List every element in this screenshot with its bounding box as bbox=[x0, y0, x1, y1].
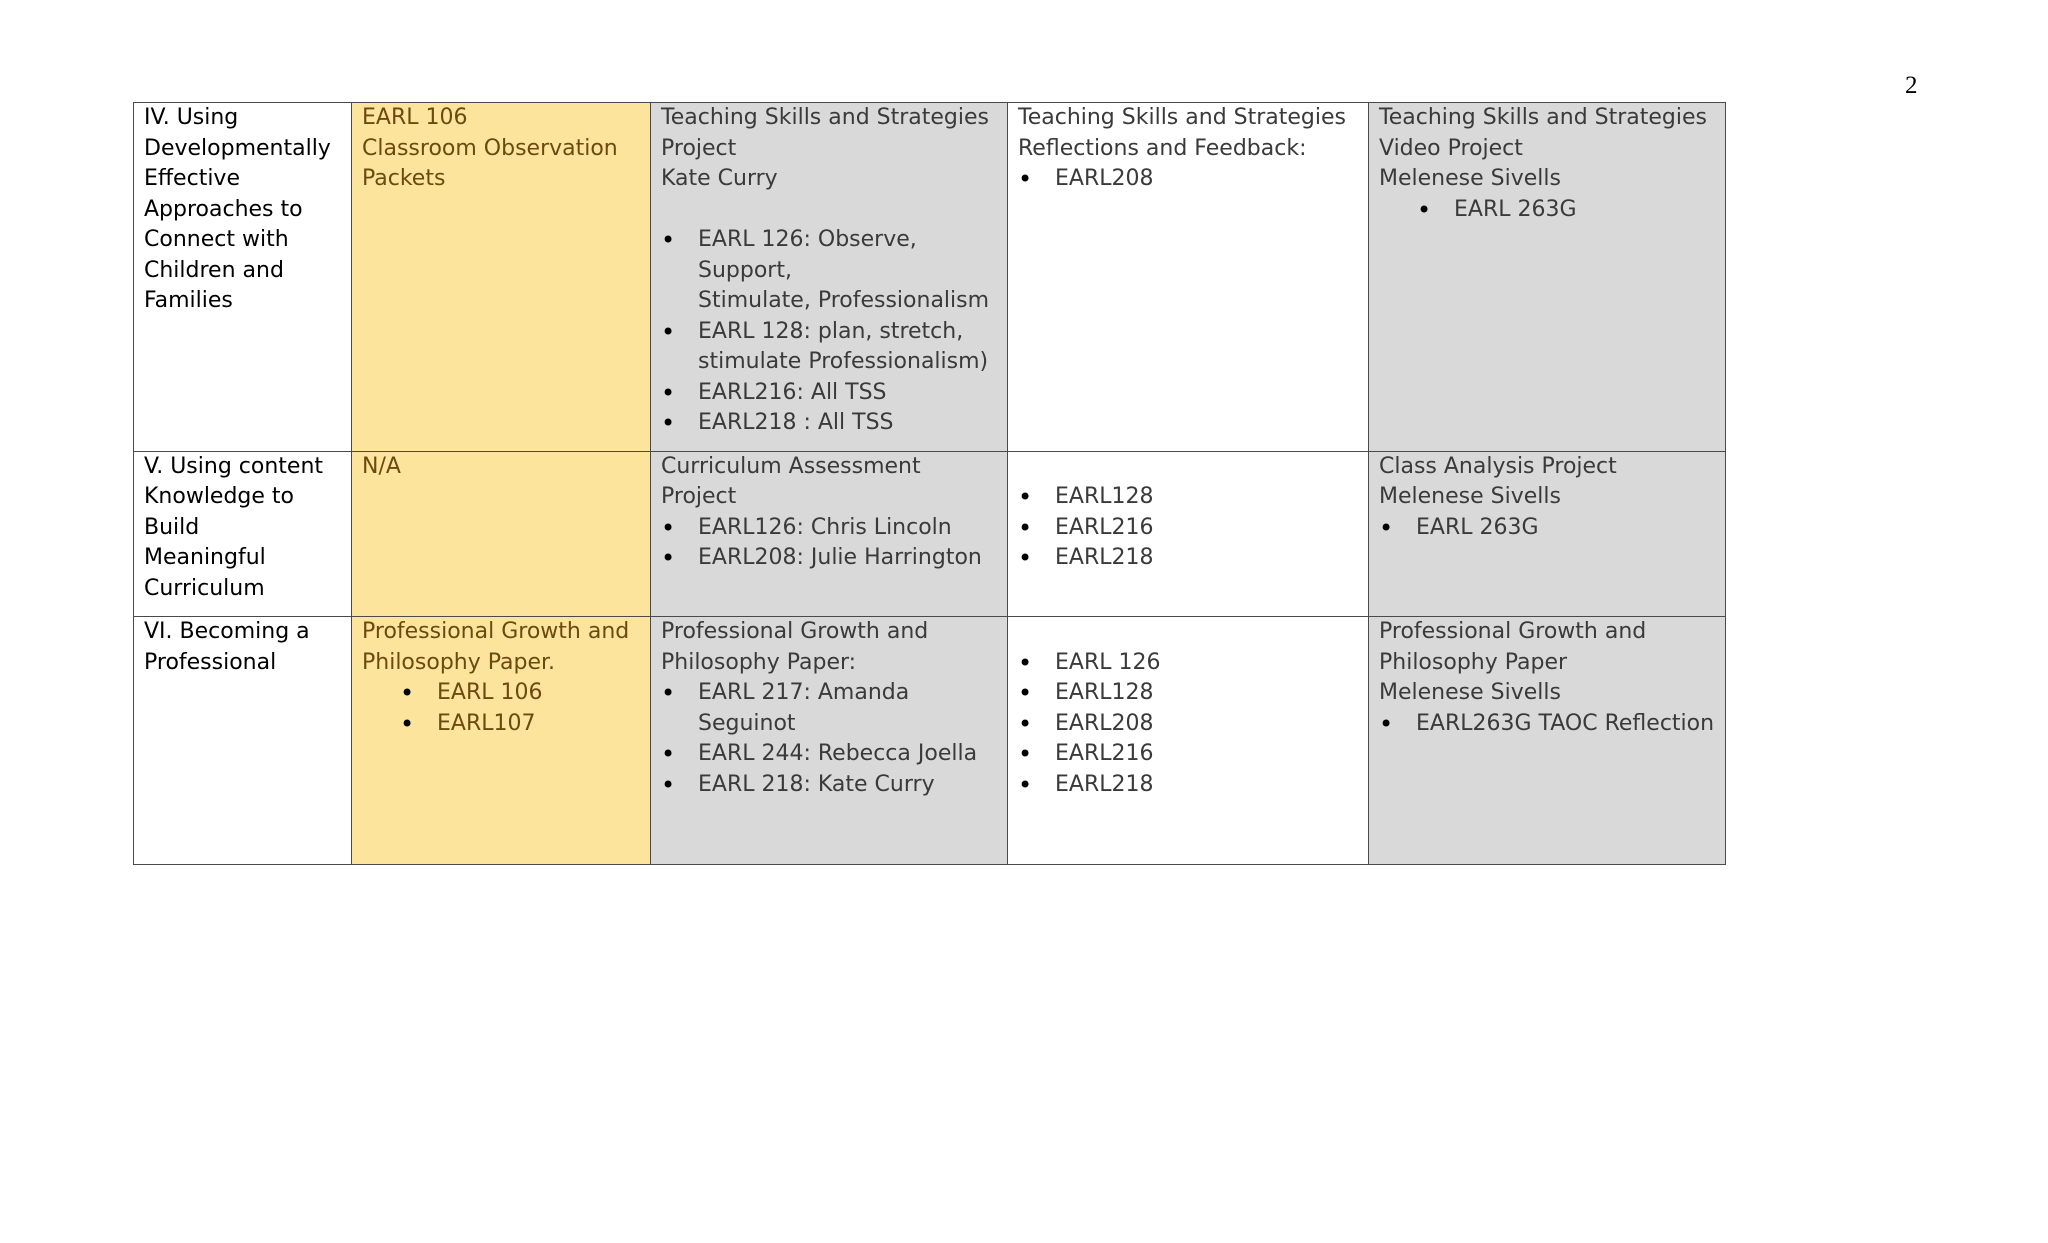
matrix-cell-col2 bbox=[651, 451, 1008, 617]
bullet-list bbox=[1018, 648, 1358, 801]
list-item-line: • EARL128 bbox=[1055, 680, 1154, 705]
assessment-matrix-table bbox=[133, 102, 1726, 865]
cell-line: Melenese Sivells bbox=[1379, 680, 1561, 705]
list-item-line: • EARL 218: Kate Curry bbox=[698, 771, 935, 797]
list-item-line: • EARL128 bbox=[1055, 484, 1154, 509]
list-item-line: • EARL126: Chris Lincoln bbox=[698, 514, 952, 540]
list-item-line: • EARL216 bbox=[1055, 514, 1154, 540]
matrix-cell-col3 bbox=[1008, 617, 1369, 865]
matrix-cell-col3 bbox=[1008, 451, 1369, 617]
competency-line: Meaningful bbox=[144, 545, 266, 570]
list-item bbox=[661, 513, 997, 544]
matrix-cell-col3 bbox=[1008, 103, 1369, 452]
cell-line: Classroom Observation bbox=[362, 135, 618, 161]
cell-line: Melenese Sivells bbox=[1379, 484, 1561, 509]
list-item-line: • EARL216: All TSS bbox=[698, 379, 887, 405]
matrix-cell-col4 bbox=[1369, 103, 1726, 452]
bullet-list bbox=[661, 513, 997, 574]
competency-line: Approaches to bbox=[144, 196, 303, 222]
list-item-line: • EARL216 bbox=[1055, 741, 1154, 766]
competency-cell bbox=[134, 103, 352, 452]
list-item bbox=[1018, 648, 1358, 679]
competency-line: V. Using content bbox=[144, 453, 324, 479]
list-item-line: • EARL218 : All TSS bbox=[698, 410, 894, 435]
matrix-cell-col4 bbox=[1369, 451, 1726, 617]
bullet-list bbox=[1018, 164, 1358, 195]
matrix-cell-col1 bbox=[352, 103, 651, 452]
cell-line: Packets bbox=[362, 166, 446, 191]
list-item-line: • EARL 128: plan, stretch, bbox=[698, 318, 964, 344]
matrix-cell-col1 bbox=[352, 451, 651, 617]
list-item-line: • EARL 263G bbox=[1416, 514, 1539, 540]
list-item-line: • EARL263G TAOC Reflection bbox=[1416, 710, 1715, 736]
competency-line: VI. Becoming a bbox=[144, 619, 310, 644]
bullet-list bbox=[1379, 195, 1715, 226]
cell-line: Professional Growth and bbox=[661, 619, 929, 644]
list-item bbox=[661, 543, 997, 574]
competency-line: Children and bbox=[144, 257, 284, 283]
cell-line: N/A bbox=[362, 453, 401, 479]
list-item-line: • EARL107 bbox=[437, 710, 536, 736]
bullet-list bbox=[1018, 482, 1358, 574]
list-item bbox=[1417, 195, 1715, 226]
cell-line: Professional Growth and bbox=[1379, 619, 1647, 644]
competency-cell bbox=[134, 617, 352, 865]
cell-line: Kate Curry bbox=[661, 166, 778, 191]
cell-line: Teaching Skills and Strategies bbox=[1379, 105, 1708, 130]
list-item bbox=[1018, 709, 1358, 740]
list-item-line: • EARL218 bbox=[1055, 545, 1154, 570]
list-item bbox=[1018, 770, 1358, 801]
list-item bbox=[661, 678, 997, 739]
cell-line: Teaching Skills and Strategies bbox=[1018, 105, 1347, 130]
list-item-line: • EARL 126 bbox=[1055, 649, 1161, 675]
matrix-cell-col4 bbox=[1369, 617, 1726, 865]
list-item bbox=[1379, 513, 1715, 544]
cell-line: Philosophy Paper. bbox=[362, 649, 556, 675]
list-item-line: • EARL 106 bbox=[437, 680, 543, 705]
bullet-list bbox=[1379, 709, 1715, 740]
list-item bbox=[661, 317, 997, 378]
list-item bbox=[1018, 543, 1358, 574]
list-item-line: • EARL218 bbox=[1055, 771, 1154, 797]
cell-line: Project bbox=[661, 135, 737, 161]
list-item-line: • EARL208 bbox=[1055, 710, 1154, 736]
blank-line bbox=[1018, 452, 1358, 483]
table-row bbox=[134, 103, 1726, 452]
matrix-body bbox=[134, 103, 1726, 865]
matrix-cell-col2 bbox=[651, 103, 1008, 452]
table-row bbox=[134, 451, 1726, 617]
page-number: 2 bbox=[1905, 72, 1918, 99]
list-item-line: • EARL 263G bbox=[1454, 196, 1577, 222]
competency-line: Developmentally bbox=[144, 135, 331, 161]
cell-line: Curriculum Assessment Project bbox=[661, 453, 928, 509]
list-item bbox=[1018, 513, 1358, 544]
matrix-cell-col2 bbox=[651, 617, 1008, 865]
list-item-line: stimulate Professionalism) bbox=[698, 349, 989, 374]
cell-line: Teaching Skills and Strategies bbox=[661, 105, 990, 130]
list-item bbox=[661, 408, 997, 439]
list-item bbox=[400, 709, 640, 740]
table-row bbox=[134, 617, 1726, 865]
cell-line: Video Project bbox=[1379, 135, 1523, 161]
competency-line: Curriculum bbox=[144, 575, 265, 601]
list-item bbox=[1018, 482, 1358, 513]
competency-line: Effective bbox=[144, 166, 240, 191]
competency-line: Connect with bbox=[144, 227, 289, 252]
cell-line: EARL 106 bbox=[362, 105, 468, 130]
competency-line: Professional bbox=[144, 649, 277, 675]
cell-line: Philosophy Paper bbox=[1379, 649, 1568, 675]
list-item bbox=[1379, 709, 1715, 740]
list-item bbox=[1018, 678, 1358, 709]
list-item-line: • EARL 217: Amanda Seguinot bbox=[698, 680, 917, 736]
competency-line: Knowledge to Build bbox=[144, 484, 302, 540]
list-item bbox=[400, 678, 640, 709]
list-item bbox=[661, 739, 997, 770]
list-item-line: • EARL 244: Rebecca Joella bbox=[698, 741, 978, 766]
cell-line: Philosophy Paper: bbox=[661, 649, 857, 675]
blank-line bbox=[661, 195, 997, 226]
blank-line bbox=[1018, 617, 1358, 648]
list-item bbox=[661, 770, 997, 801]
cell-line: Melenese Sivells bbox=[1379, 166, 1561, 191]
matrix-cell-col1 bbox=[352, 617, 651, 865]
competency-cell bbox=[134, 451, 352, 617]
bullet-list bbox=[1379, 513, 1715, 544]
list-item-line: • EARL208 bbox=[1055, 166, 1154, 191]
bullet-list bbox=[661, 678, 997, 800]
bullet-list bbox=[661, 225, 997, 439]
list-item bbox=[1018, 739, 1358, 770]
competency-line: IV. Using bbox=[144, 105, 239, 130]
cell-line: Class Analysis Project bbox=[1379, 453, 1617, 479]
list-item bbox=[661, 378, 997, 409]
list-item bbox=[661, 225, 997, 317]
cell-line: Reflections and Feedback: bbox=[1018, 135, 1307, 161]
list-item-line: Stimulate, Professionalism bbox=[698, 288, 990, 313]
bullet-list bbox=[362, 678, 640, 739]
list-item bbox=[1018, 164, 1358, 195]
list-item-line: • EARL 126: Observe, Support, bbox=[698, 227, 924, 283]
cell-line: Professional Growth and bbox=[362, 619, 630, 644]
competency-line: Families bbox=[144, 288, 233, 313]
list-item-line: • EARL208: Julie Harrington bbox=[698, 545, 982, 570]
